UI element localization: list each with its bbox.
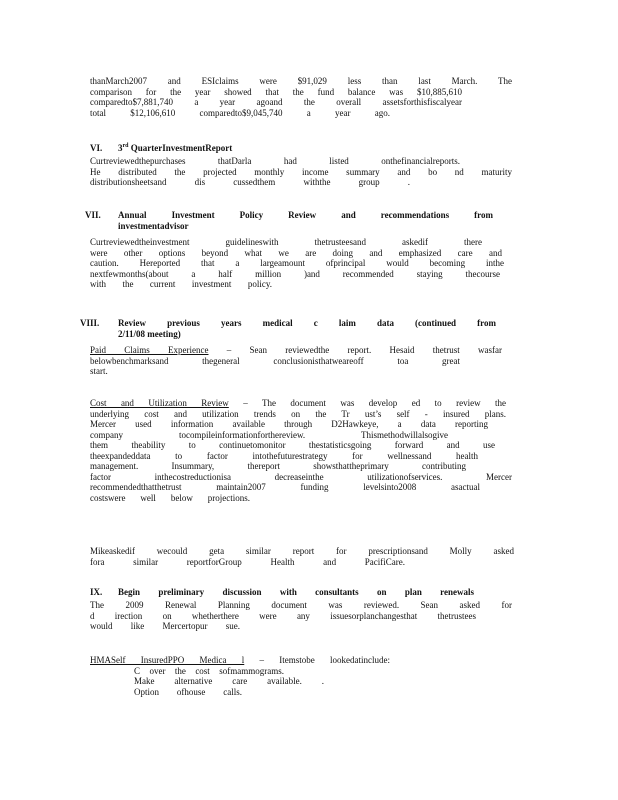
body-line: them theability to continuetomonitor thestatisticsgoing forward and use bbox=[90, 440, 495, 450]
hma-heading: HMASelf InsuredPPO Medica l bbox=[90, 655, 245, 665]
body-line: distributionsheetsand dis cussedthem withthe group . bbox=[90, 177, 410, 187]
cost-utilization-heading: Cost and Utilization Review bbox=[90, 398, 229, 408]
section-heading-vi bbox=[90, 143, 520, 154]
body-line: costswere well below projections. bbox=[90, 492, 250, 503]
body-line: Curtreviewedthepurchases thatDarla had listed onthefinancialreports. bbox=[90, 156, 460, 166]
superscript: rd bbox=[122, 143, 129, 149]
bullet-box-icon bbox=[90, 676, 134, 687]
hma-paragraph bbox=[90, 655, 512, 697]
body-line: Cost and Utilization Review – The document was develop ed to review the bbox=[90, 398, 506, 408]
body-line: Mercer used information available through D2Hawkeye, a data reporting bbox=[90, 419, 488, 429]
section-heading-viii bbox=[80, 318, 496, 339]
section-title: Review previous years medical c laim data (continued from 2/11/08 meeting) bbox=[118, 318, 496, 339]
section-title: Begin preliminary discussion with consultants on plan renewals bbox=[118, 587, 474, 597]
section-heading-vii bbox=[85, 210, 493, 231]
body-line: Paid Claims Experience – Sean reviewedthe report. Hesaid thetrust wasfar bbox=[90, 345, 502, 355]
section-heading-ix bbox=[90, 587, 474, 598]
body-line: HMASelf InsuredPPO Medica l – Itemstobe lookedatinclude: bbox=[90, 655, 390, 665]
section-title: 3rd QuarterInvestmentReport bbox=[118, 143, 233, 153]
bullet-box-icon bbox=[90, 666, 134, 677]
mike-request-paragraph bbox=[90, 546, 512, 567]
body-line: Curtreviewedtheinvestment guidelineswith thetrusteesand askedif there bbox=[90, 237, 482, 247]
paid-claims-heading: Paid Claims Experience bbox=[90, 345, 209, 355]
intro-paragraph bbox=[90, 76, 512, 118]
list-item-text: Option ofhouse calls. bbox=[134, 686, 242, 697]
section-number: IX. bbox=[90, 587, 103, 597]
body-line: with the current investment policy. bbox=[90, 279, 272, 289]
body-line: belowbenchmarksand thegeneral conclusionisthatweareoff toa great bbox=[90, 355, 460, 366]
section-number: VI. bbox=[90, 143, 103, 153]
body-line: start. bbox=[90, 366, 108, 376]
body-line: Mikeaskedif wecould geta similar report for prescriptionsand Molly asked bbox=[90, 546, 514, 556]
body-line: The 2009 Renewal Planning document was reviewed. Sean asked for bbox=[90, 600, 512, 610]
list-item bbox=[90, 666, 512, 677]
section-vii-paragraph bbox=[90, 237, 512, 290]
list-item bbox=[90, 687, 512, 698]
section-ix-paragraph bbox=[90, 600, 512, 632]
paid-claims-paragraph bbox=[90, 345, 512, 377]
section-vi-paragraph bbox=[90, 156, 512, 188]
body-line: underlying cost and utilization trends on the Tr ust’s self - insured plans. bbox=[90, 408, 506, 419]
body-line: d irection on whetherthere were any issuesorplanchangesthat thetrustees bbox=[90, 610, 476, 621]
body-line: company tocompileinformationforthereview. Thismethodwillalsogive bbox=[90, 429, 448, 440]
body-line: caution. Hereported that a largeamount ofprincipal would becoming inthe bbox=[90, 258, 504, 268]
body-line: recommendedthatthetrust maintain2007 funding levelsinto2008 asactual bbox=[90, 482, 480, 492]
list-item bbox=[90, 676, 512, 687]
hma-items-list bbox=[90, 666, 512, 698]
body-line: nextfewmonths(about a half million )and recommended staying thecourse bbox=[90, 268, 500, 279]
cost-utilization-paragraph bbox=[90, 398, 512, 503]
intro-line: total $12,106,610 comparedto$9,045,740 a year ago. bbox=[90, 107, 390, 118]
body-line: fora similar reportforGroup Health and PacifiCare. bbox=[90, 556, 405, 567]
section-number: VIII. bbox=[80, 318, 100, 328]
body-line: management. Insummary, thereport showsthattheprimary contributing bbox=[90, 461, 466, 471]
intro-line: thanMarch2007 and ESIclaims were $91,029 less than last March. The bbox=[90, 76, 512, 86]
bullet-box-icon bbox=[90, 687, 134, 698]
body-line: factor inthecostreductionisa decreaseinthe utilizationofservices. Mercer bbox=[90, 471, 512, 482]
body-line: theexpandeddata to factor intothefuturestrategy for wellnessand health bbox=[90, 450, 478, 461]
list-item-text: Make alternative care available. . bbox=[134, 676, 324, 686]
section-number: VII. bbox=[85, 210, 101, 220]
intro-line: comparison for the year showed that the fund balance was $10,885,610 bbox=[90, 86, 462, 97]
body-line: He distributed the projected monthly income summary and bo nd maturity bbox=[90, 166, 512, 177]
body-line: would like Mercertopur sue. bbox=[90, 621, 240, 631]
section-title: Annual Investment Policy Review and recommendations from investmentadvisor bbox=[118, 210, 493, 231]
body-line: were other options beyond what we are doing and emphasized care and bbox=[90, 247, 502, 258]
list-item-text: C over the cost sofmammograms. bbox=[134, 665, 284, 676]
intro-line: comparedto$7,881,740 a year agoand the overall assetsforthisfiscalyear bbox=[90, 97, 462, 107]
